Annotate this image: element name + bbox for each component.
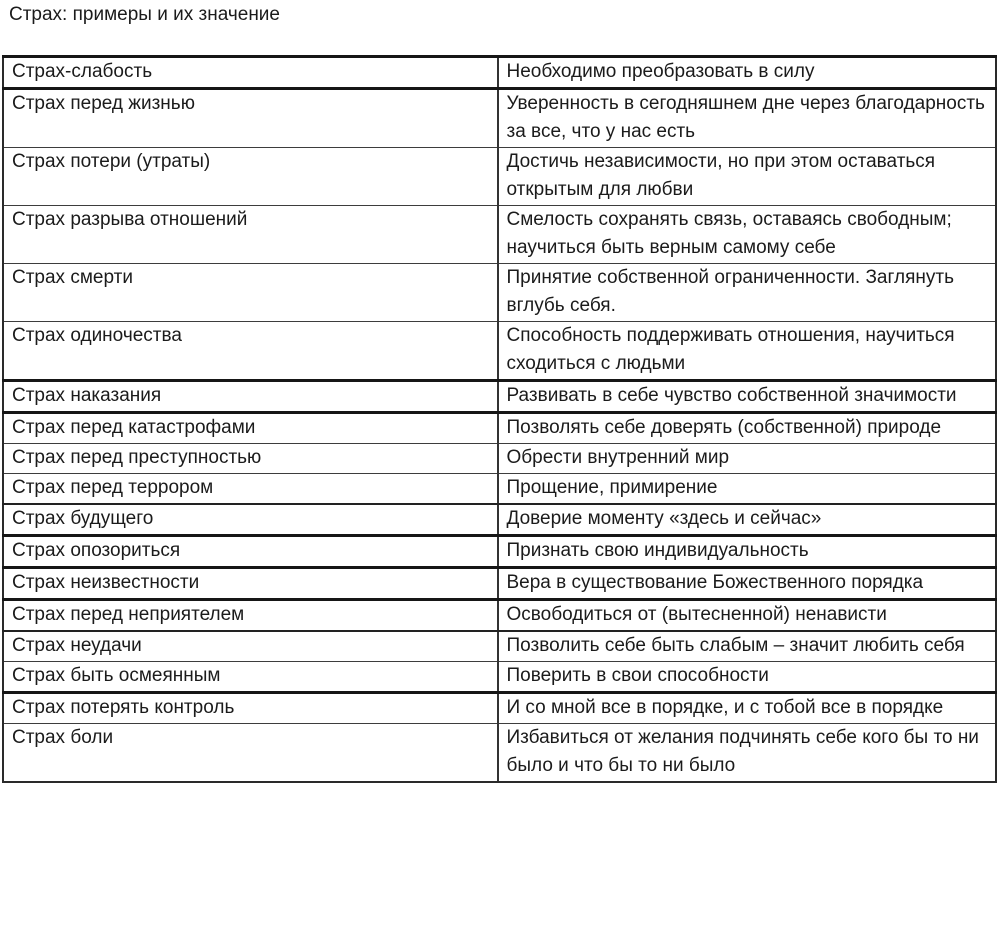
table-row: [3, 568, 996, 600]
meaning-cell: Признать свою индивидуальность: [498, 536, 997, 568]
fear-cell: Страх быть осмеянным: [3, 662, 498, 693]
table-row: [3, 444, 996, 474]
table-row: [3, 600, 996, 632]
table-row: [3, 504, 996, 536]
table-row: [3, 724, 996, 783]
fear-cell: Страх потери (утраты): [3, 148, 498, 206]
table-row: [3, 381, 996, 413]
fear-cell: Страх неудачи: [3, 631, 498, 662]
meaning-cell: Развивать в себе чувство собственной значимости: [498, 381, 997, 413]
fear-cell: Страх боли: [3, 724, 498, 783]
fear-cell: Страх перед неприятелем: [3, 600, 498, 632]
meaning-cell: Избавиться от желания подчинять себе кого бы то ни было и что бы то ни было: [498, 724, 997, 783]
page-title: Страх: примеры и их значение: [9, 4, 280, 25]
table-row: [3, 57, 996, 89]
fear-cell: Страх опозориться: [3, 536, 498, 568]
fear-cell: Страх перед террором: [3, 474, 498, 505]
meaning-cell: Уверенность в сегодняшнем дне через благодарность за все, что у нас есть: [498, 89, 997, 148]
table-row: [3, 474, 996, 505]
table-row: [3, 322, 996, 381]
fear-cell: Страх одиночества: [3, 322, 498, 381]
table-row: [3, 536, 996, 568]
meaning-cell: Смелость сохранять связь, оставаясь свободным; научиться быть верным самому себе: [498, 206, 997, 264]
fear-cell: Страх перед жизнью: [3, 89, 498, 148]
fear-cell: Страх перед катастрофами: [3, 413, 498, 444]
meaning-cell: Достичь независимости, но при этом оставаться открытым для любви: [498, 148, 997, 206]
meaning-cell: Доверие моменту «здесь и сейчас»: [498, 504, 997, 536]
table-row: [3, 264, 996, 322]
fear-table-body: [3, 57, 996, 783]
meaning-cell: Необходимо преобразовать в силу: [498, 57, 997, 89]
fear-cell: Страх смерти: [3, 264, 498, 322]
fear-cell: Страх неизвестности: [3, 568, 498, 600]
fear-cell: Страх перед преступностью: [3, 444, 498, 474]
meaning-cell: Позволить себе быть слабым – значит любить себя: [498, 631, 997, 662]
fear-cell: Страх наказания: [3, 381, 498, 413]
meaning-cell: Вера в существование Божественного порядка: [498, 568, 997, 600]
meaning-cell: Поверить в свои способности: [498, 662, 997, 693]
table-row: [3, 662, 996, 693]
table-row: [3, 631, 996, 662]
meaning-cell: Освободиться от (вытесненной) ненависти: [498, 600, 997, 632]
fear-cell: Страх разрыва отношений: [3, 206, 498, 264]
fear-cell: Страх потерять контроль: [3, 693, 498, 724]
meaning-cell: И со мной все в порядке, и с тобой все в порядке: [498, 693, 997, 724]
meaning-cell: Обрести внутренний мир: [498, 444, 997, 474]
meaning-cell: Принятие собственной ограниченности. Заглянуть вглубь себя.: [498, 264, 997, 322]
meaning-cell: Позволять себе доверять (собственной) природе: [498, 413, 997, 444]
fear-cell: Страх-слабость: [3, 57, 498, 89]
fear-cell: Страх будущего: [3, 504, 498, 536]
fear-meaning-table: [2, 55, 997, 783]
table-row: [3, 206, 996, 264]
table-row: [3, 413, 996, 444]
table-row: [3, 148, 996, 206]
meaning-cell: Способность поддерживать отношения, научиться сходиться с людьми: [498, 322, 997, 381]
table-row: [3, 693, 996, 724]
meaning-cell: Прощение, примирение: [498, 474, 997, 505]
table-row: [3, 89, 996, 148]
